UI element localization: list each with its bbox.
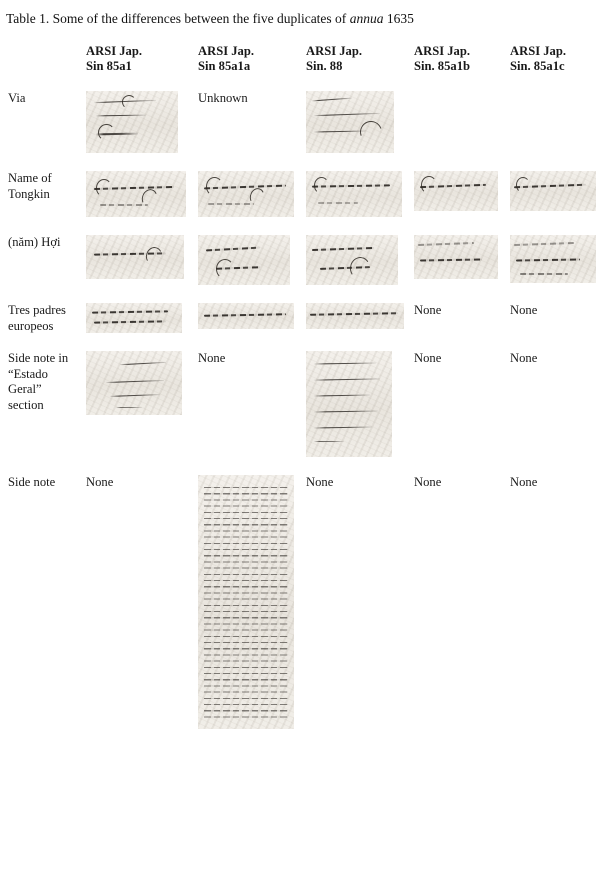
table-body <box>0 83 600 739</box>
row-label-side-note: Side note <box>8 475 56 490</box>
cell-tongkin-88 <box>298 163 406 227</box>
differences-table <box>0 36 600 739</box>
header-feature <box>0 36 78 83</box>
handwritten-tres-padres-europeos-88 <box>306 303 404 329</box>
cell-side-note-estado-85a1c: None <box>510 351 538 366</box>
cell-tres-padres-85a1 <box>78 295 190 343</box>
cell-nam-hoi-85a1 <box>78 227 190 295</box>
handwritten-tres-padres-europeos-85a1 <box>86 303 182 333</box>
handwritten-nam-hoi-85a1b <box>414 235 498 279</box>
row-label-nam-hoi: (năm) Hợi <box>8 235 61 250</box>
header-jap-sin-85a1c-line1: ARSI Jap. <box>510 43 566 58</box>
cell-tongkin-85a1b <box>406 163 502 227</box>
cell-side-note-estado-85a1b: None <box>414 351 442 366</box>
header-jap-sin-88 <box>298 36 406 83</box>
cell-tongkin-85a1a <box>190 163 298 227</box>
header-jap-sin-88-line2: Sin. 88 <box>306 59 343 74</box>
cell-via-88 <box>298 83 406 163</box>
table-row <box>0 343 600 467</box>
cell-side-note-85a1a <box>190 467 298 739</box>
cell-tongkin-85a1c <box>502 163 600 227</box>
table-row <box>0 295 600 343</box>
cell-side-note-88: None <box>306 475 334 490</box>
handwritten-nam-hoi-88 <box>306 235 398 285</box>
cell-side-note-estado-85a1 <box>78 343 190 467</box>
cell-nam-hoi-85a1b <box>406 227 502 295</box>
handwritten-side-note-estado-geral-85a1 <box>86 351 182 415</box>
handwritten-tunquim-85a1a <box>198 171 294 217</box>
header-jap-sin-85a1 <box>78 36 190 83</box>
cell-nam-hoi-88 <box>298 227 406 295</box>
table-header <box>0 36 600 83</box>
cell-tres-padres-85a1b: None <box>414 303 442 318</box>
handwritten-long-side-note-page-85a1a <box>198 475 294 729</box>
cell-tres-padres-88 <box>298 295 406 343</box>
cell-tongkin-85a1 <box>78 163 190 227</box>
cell-side-note-85a1: None <box>86 475 114 490</box>
table-row <box>0 163 600 227</box>
cell-nam-hoi-85a1a <box>190 227 298 295</box>
cell-nam-hoi-85a1c <box>502 227 600 295</box>
handwritten-tunquim-85a1 <box>86 171 186 217</box>
caption-prefix: Table 1. Some of the differences between the five duplicates of <box>6 11 350 26</box>
handwritten-nam-hoi-85a1c <box>510 235 596 283</box>
cell-via-85a1c <box>502 83 600 163</box>
cell-via-85a1a: Unknown <box>198 91 248 106</box>
handwritten-nam-hoi-85a1 <box>86 235 184 279</box>
handwritten-tunquim-88 <box>306 171 402 217</box>
table-caption <box>0 0 600 36</box>
handwritten-via-inscription-88 <box>306 91 394 153</box>
cell-tres-padres-85a1c: None <box>510 303 538 318</box>
handwritten-nam-hoi-85a1a <box>198 235 290 285</box>
row-label-tres-padres-europeos: Tres padres europeos <box>8 303 66 333</box>
cell-side-note-estado-85a1a: None <box>198 351 226 366</box>
header-jap-sin-85a1b-line2: Sin. 85a1b <box>414 59 470 74</box>
cell-side-note-85a1b: None <box>414 475 442 490</box>
cell-side-note-estado-88 <box>298 343 406 467</box>
cell-via-85a1 <box>78 83 190 163</box>
header-jap-sin-85a1a-line1: ARSI Jap. <box>198 43 254 58</box>
cell-tres-padres-85a1a <box>190 295 298 343</box>
row-label-via: Via <box>8 91 26 106</box>
caption-italic-term: annua <box>349 11 384 26</box>
header-jap-sin-85a1a-line2: Sin 85a1a <box>198 59 251 74</box>
row-label-name-of-tongkin: Name of Tongkin <box>8 171 52 201</box>
handwritten-via-inscription-85a1 <box>86 91 178 153</box>
table-row <box>0 227 600 295</box>
handwritten-tunquim-85a1c <box>510 171 596 211</box>
handwritten-tres-padres-europeos-85a1a <box>198 303 294 329</box>
header-jap-sin-88-line1: ARSI Jap. <box>306 43 362 58</box>
header-jap-sin-85a1b-line1: ARSI Jap. <box>414 43 470 58</box>
header-row <box>0 36 600 83</box>
handwritten-side-note-estado-geral-88 <box>306 351 392 457</box>
header-jap-sin-85a1b <box>406 36 502 83</box>
header-jap-sin-85a1a <box>190 36 298 83</box>
cell-side-note-85a1c: None <box>510 475 538 490</box>
header-jap-sin-85a1-line1: ARSI Jap. <box>86 43 142 58</box>
header-jap-sin-85a1-line2: Sin 85a1 <box>86 59 132 74</box>
table-row <box>0 467 600 739</box>
cell-via-85a1b <box>406 83 502 163</box>
row-label-side-note-estado-geral: Side note in “Estado Geral” section <box>8 351 69 413</box>
header-jap-sin-85a1c <box>502 36 600 83</box>
caption-suffix: 1635 <box>383 11 414 26</box>
header-jap-sin-85a1c-line2: Sin. 85a1c <box>510 59 565 74</box>
table-row <box>0 83 600 163</box>
handwritten-tonkim-85a1b <box>414 171 498 211</box>
